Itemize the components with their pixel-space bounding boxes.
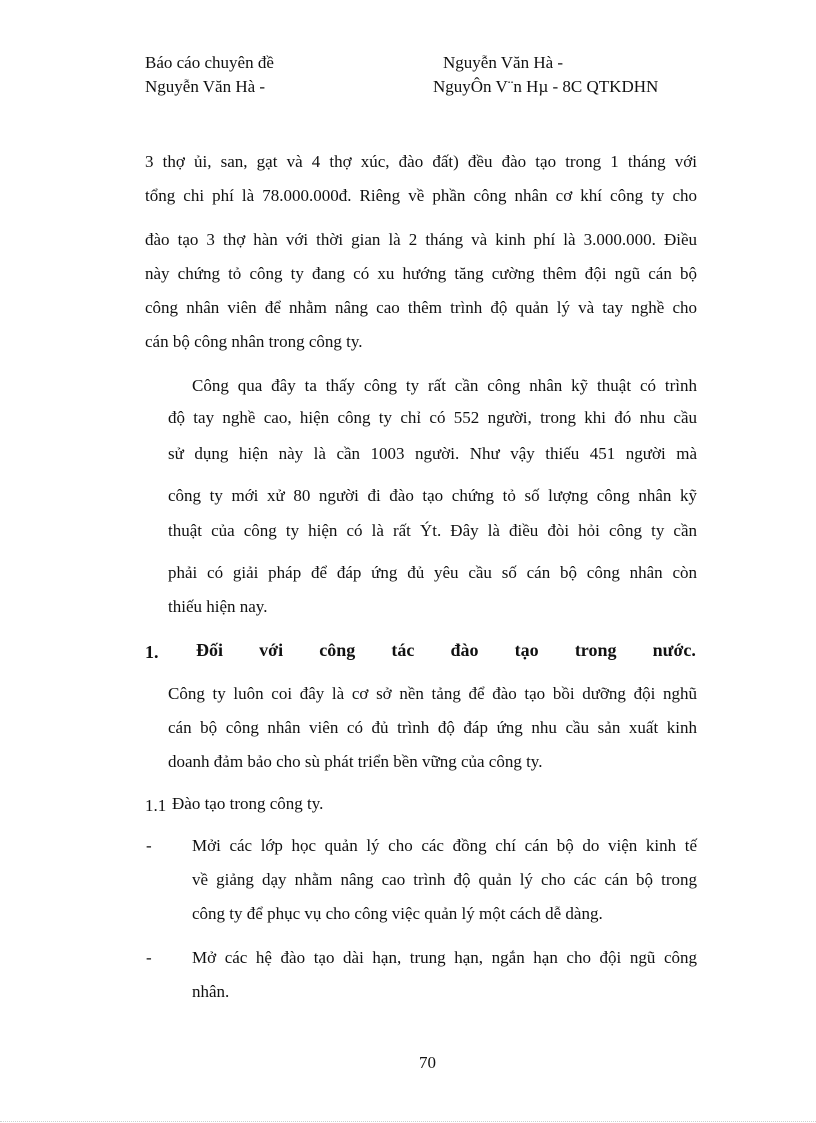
para2-line-6: phải có giải pháp để đáp ứng đủ yêu cầu số cán bộ công nhân còn: [168, 563, 697, 582]
bullet-1-line-3: công ty để phục vụ cho công việc quản lý một cách dễ dàng.: [192, 904, 603, 923]
para1-line-6: cán bộ công nhân trong công ty.: [145, 332, 363, 351]
section-1-1-number: 1.1: [145, 796, 167, 815]
bullet-2-line-2: nhân.: [192, 982, 230, 1001]
para3-line-3: doanh đảm bảo cho sù phát triển bền vững của công ty.: [168, 752, 543, 771]
section-1-1-title: Đào tạo trong công ty.: [172, 794, 324, 813]
page-bottom-divider: [0, 1121, 816, 1122]
section-1-word: tạo: [514, 640, 539, 660]
para2-line-5: thuật của công ty hiện có là rất Ýt. Đây là điều đòi hỏi công ty cần: [168, 521, 697, 540]
header-right-line1: Nguyễn Văn Hà -: [443, 53, 564, 72]
para2-line-4: công ty mới xử 80 người đi đào tạo chứng tỏ số lượng công nhân kỹ: [168, 486, 697, 505]
bullet-marker: -: [146, 948, 152, 967]
section-1-word: Đối: [196, 640, 223, 660]
para3-line-2: cán bộ công nhân viên có đủ trình độ đáp ứng nhu cầu sản xuất kinh: [168, 718, 697, 737]
section-1-word: nước.: [652, 640, 696, 660]
para2-line-1: Công qua đây ta thấy công ty rất cần công nhân kỹ thuật có trình: [192, 376, 697, 395]
section-1-number: 1.: [145, 642, 159, 662]
section-1-word: trong: [574, 640, 617, 660]
bullet-marker: -: [146, 836, 152, 855]
bullet-1-line-1: Mởi các lớp học quản lý cho các đồng chí cán bộ do viện kinh tế: [192, 836, 697, 855]
section-1-word: công: [319, 640, 356, 660]
para2-line-2: độ tay nghề cao, hiện công ty chỉ có 552 người, trong khi đó nhu cầu: [168, 408, 697, 427]
para1-line-5: công nhân viên để nhằm nâng cao thêm trình độ quản lý và tay nghề cho: [145, 298, 697, 317]
section-1-word: đào: [450, 640, 479, 660]
header-right-line2: NguyÔn V¨n Hµ - 8C QTKDHN: [433, 77, 659, 96]
section-1-title: [196, 640, 696, 661]
para1-line-2: tổng chi phí là 78.000.000đ. Riêng về phần công nhân cơ khí công ty cho: [145, 186, 697, 205]
para1-line-1: 3 thợ ủi, san, gạt và 4 thợ xúc, đào đất) đều đào tạo trong 1 tháng với: [145, 152, 697, 171]
para1-line-4: này chứng tỏ công ty đang có xu hướng tăng cường thêm đội ngũ cán bộ: [145, 264, 697, 283]
page-number: 70: [419, 1053, 436, 1072]
header-left-line2: Nguyễn Văn Hà -: [145, 77, 266, 96]
para2-line-3: sử dụng hiện này là cần 1003 người. Như vậy thiếu 451 người mà: [168, 444, 697, 463]
section-1-word: với: [259, 640, 284, 660]
para1-line-3: đào tạo 3 thợ hàn với thời gian là 2 tháng và kinh phí là 3.000.000. Điều: [145, 230, 697, 249]
para3-line-1: Công ty luôn coi đây là cơ sở nền tảng để đào tạo bồi dưỡng đội nghũ: [168, 684, 697, 703]
section-1-word: tác: [391, 640, 415, 660]
bullet-1-line-2: về giảng dạy nhằm nâng cao trình độ quản lý cho các cán bộ trong: [192, 870, 697, 889]
header-left-line1: Báo cáo chuyên đề: [145, 53, 274, 72]
bullet-2-line-1: Mở các hệ đào tạo dài hạn, trung hạn, ngắn hạn cho đội ngũ công: [192, 948, 697, 967]
para2-line-7: thiếu hiện nay.: [168, 597, 268, 616]
